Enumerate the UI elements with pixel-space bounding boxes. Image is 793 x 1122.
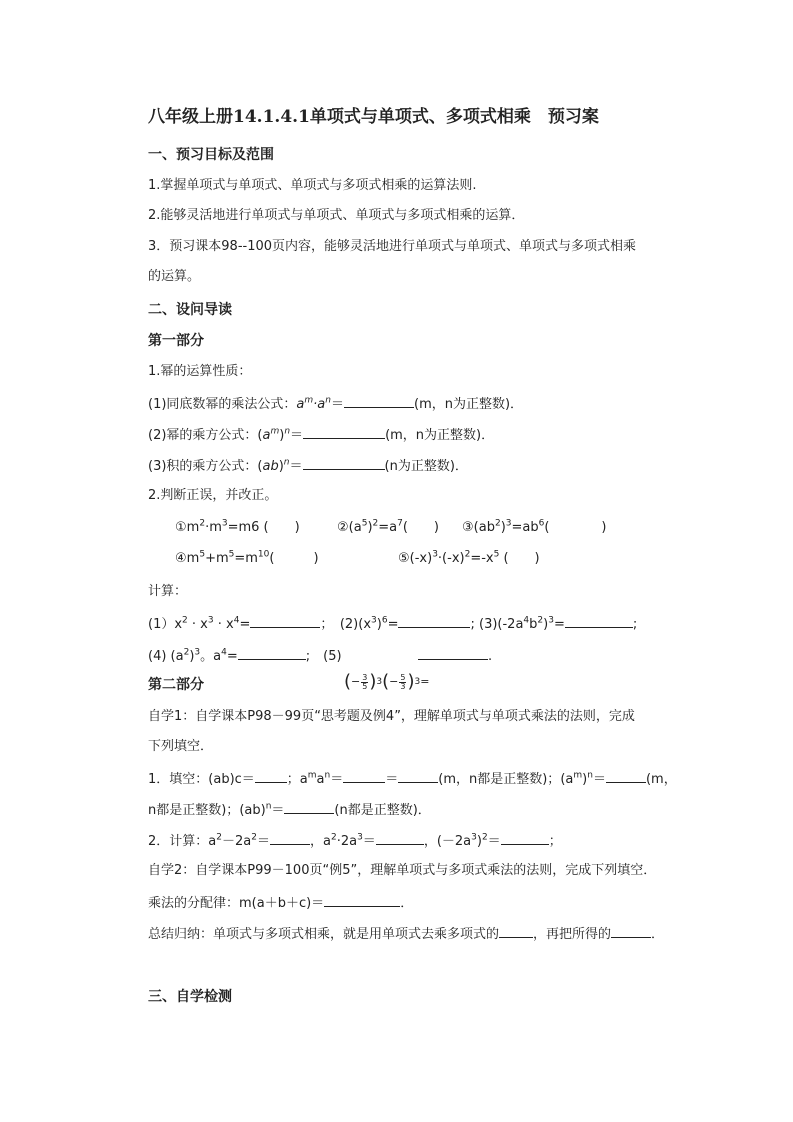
fill-blank-1[interactable]: [255, 768, 287, 783]
fill-line-2: n都是正整数)；(ab)$^n$＝ (n都是正整数)．: [148, 799, 431, 821]
formula-line-2: (2)幂的乘方公式：$(a^m)^n= (m$，n为正整数)．: [148, 424, 494, 446]
calc-5-blank[interactable]: [418, 645, 488, 660]
calc2-blank-1[interactable]: [270, 830, 310, 845]
calc-line-1: $(1)x^2 \cdot x^3 \cdot x^4=$ ； $(2)(x^3)^6=$ ; $(3)(-2a^4b^2)^3=$ ;: [148, 613, 637, 635]
calc-2-blank[interactable]: [398, 613, 470, 628]
self-study-2: 自学2：自学课本P99－100页“例5”，理解单项式与多项式乘法的法则，完成下列填空．: [148, 863, 657, 878]
calc2-line: 2．计算：$a^2-2a^2=$ ，$a^2\cdot 2a^3=$ ，$(-2a^3)^2=$ ；: [148, 830, 562, 852]
calc-line-2: (4) $(a^2)^3$。$a^4=$ ; (5): [148, 645, 342, 667]
true-false-label: 2.判断正误，并改正。: [148, 488, 278, 503]
goal-item-2: 2.能够灵活地进行单项式与单项式、单项式与多项式相乘的运算．: [148, 208, 525, 223]
calc-4-blank[interactable]: [238, 645, 306, 660]
calc-5-answer: .: [418, 645, 492, 667]
distributive-blank[interactable]: [324, 892, 400, 907]
fill-line-1: 1．填空：(ab)c＝ ；$a^ma^n= = (m$，n都是正整数)；$(a^m)^n= (m$，: [148, 768, 677, 790]
summary-blank-2[interactable]: [611, 923, 651, 938]
judge-item-3: $③(ab^2)^3=ab^6$( ): [462, 518, 607, 535]
calc-1-blank[interactable]: [250, 613, 320, 628]
fill-note-4: (n都是正整数)．: [334, 803, 431, 818]
formula-1-note: (m，n为正整数)．: [414, 397, 524, 412]
summary-text-b: ，再把所得的: [533, 927, 612, 942]
calc2-label: 2．计算：: [148, 834, 209, 849]
calc-5-expression: ( − 3 5 ) 3 ( − 5 3 ) 3 =: [344, 671, 430, 692]
formula-3-blank[interactable]: [303, 455, 385, 470]
distributive-label: 乘法的分配律：m(a＋b＋c)＝: [148, 896, 325, 911]
formula-3-note: (n为正整数)．: [384, 459, 468, 474]
power-properties-label: 1.幂的运算性质：: [148, 364, 252, 379]
fill-blank-2[interactable]: [343, 768, 385, 783]
goal-item-3b: 的运算。: [148, 269, 201, 284]
judge-item-2: $②(a^5)^2=a^7$( ): [337, 518, 439, 535]
formula-1-blank[interactable]: [344, 393, 414, 408]
part2-heading: 第二部分: [148, 677, 204, 693]
summary-blank-1[interactable]: [499, 923, 533, 938]
summary-text-a: 总结归纳：单项式与多项式相乘，就是用单项式去乘多项式的: [148, 927, 500, 942]
part1-heading: 第一部分: [148, 333, 204, 349]
formula-1-label: (1)同底数幂的乘法公式：: [148, 397, 297, 412]
calc-3-blank[interactable]: [565, 613, 633, 628]
formula-2-label: (2)幂的乘方公式：: [148, 428, 258, 443]
goal-item-3a: 3．预习课本98--100页内容，能够灵活地进行单项式与单项式、单项式与多项式相乘: [148, 239, 637, 254]
calculate-label: 计算：: [148, 584, 188, 599]
section2-heading: 二、设问导读: [148, 302, 232, 318]
goal-item-1: 1.掌握单项式与单项式、单项式与多项式相乘的运算法则.: [148, 178, 477, 193]
fill-note-2: (m，: [645, 772, 677, 787]
fill-label: 1．填空：: [148, 772, 209, 787]
formula-3-label: (3)积的乘方公式：: [148, 459, 258, 474]
self-study-1-b: 下列填空．: [148, 739, 214, 754]
formula-line-3: (3)积的乘方公式：(ab)$^n$＝ (n为正整数)．: [148, 455, 468, 477]
formula-2-blank[interactable]: [303, 424, 385, 439]
summary-line: 总结归纳：单项式与多项式相乘，就是用单项式去乘多项式的 ，再把所得的 ．: [148, 923, 664, 945]
distributive-law: 乘法的分配律：m(a＋b＋c)＝ ．: [148, 892, 413, 914]
judge-item-4: $④m^5+m^5=m^{10}$( ): [175, 549, 319, 566]
calc2-blank-2[interactable]: [376, 830, 424, 845]
fill-note-3: n都是正整数)；: [148, 803, 240, 818]
formula-2-note: (m，n为正整数)．: [385, 428, 495, 443]
self-study-1-a: 自学1：自学课本P98－99页“思考题及例4”，理解单项式与单项式乘法的法则，完成: [148, 709, 635, 724]
fill-note-1: (m，n都是正整数)；: [438, 772, 561, 787]
section1-heading: 一、预习目标及范围: [148, 147, 274, 163]
judge-item-1: $①m^2\cdot m^3=m6$ ( ): [175, 518, 300, 535]
judge-item-5: $⑤(-x)^3\cdot(-x)^2=-x^5$ ( ): [398, 549, 540, 566]
page-title: 八年级上册14.1.4.1单项式与单项式、多项式相乘 预习案: [148, 107, 599, 127]
fill-blank-4[interactable]: [606, 768, 646, 783]
section3-heading: 三、自学检测: [148, 989, 232, 1005]
fill-blank-3[interactable]: [398, 768, 438, 783]
formula-line-1: (1)同底数幂的乘法公式：$a^m\cdot a^n= (m$，n为正整数)．: [148, 393, 523, 415]
calc2-blank-3[interactable]: [501, 830, 549, 845]
fill-blank-5[interactable]: [284, 799, 334, 814]
